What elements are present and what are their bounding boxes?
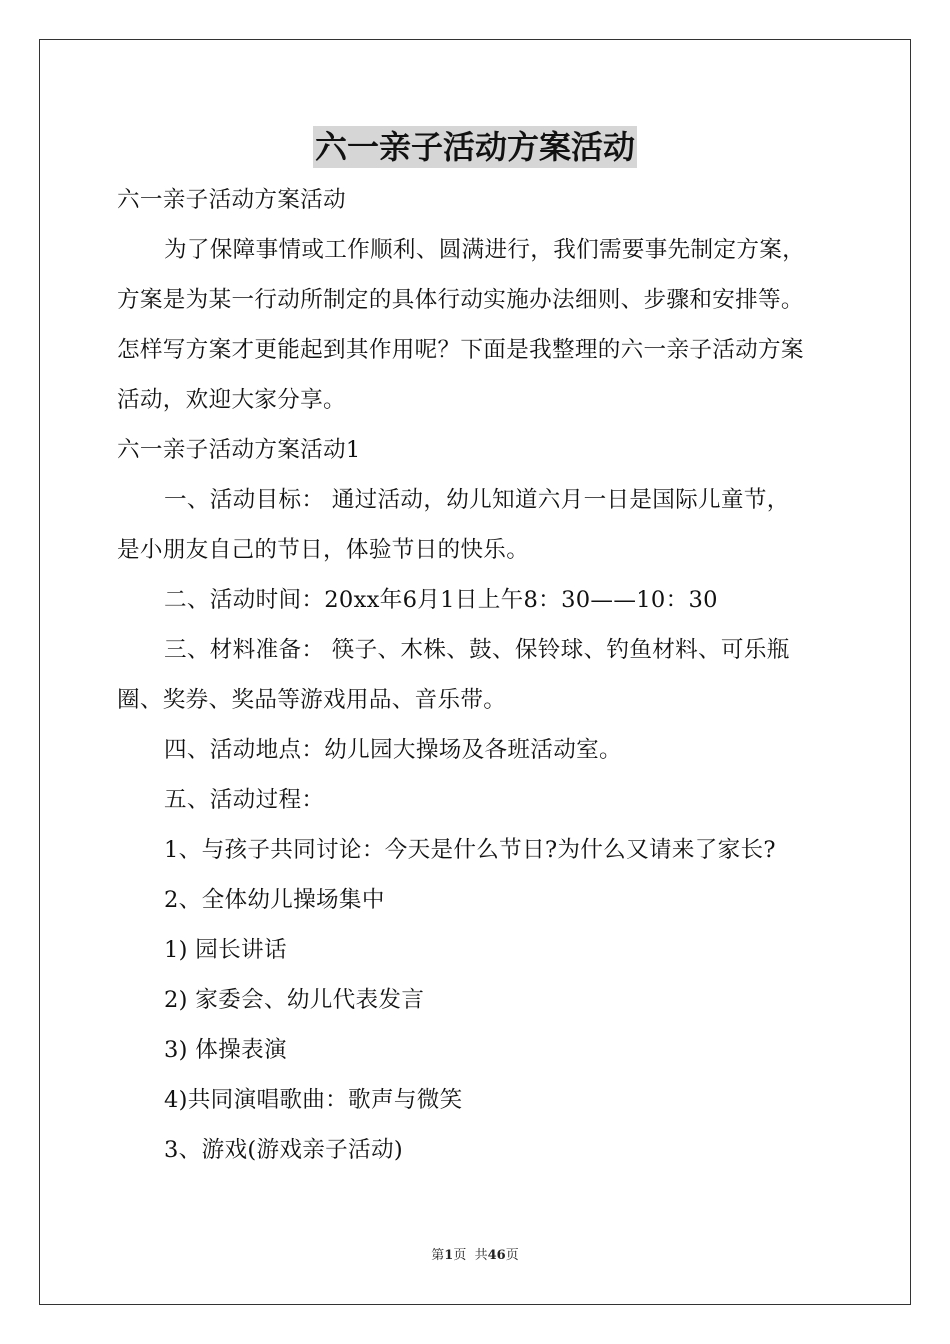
document-title: 六一亲子活动方案活动 bbox=[314, 128, 635, 166]
footer-suffix: 页 bbox=[505, 1248, 519, 1263]
page-footer bbox=[0, 1244, 950, 1263]
footer-middle: 页 共 bbox=[453, 1248, 488, 1263]
paragraph-line: 方案是为某一行动所制定的具体行动实施办法细则、步骤和安排等。 bbox=[117, 287, 804, 313]
paragraph-line: 二、活动时间：20xx年6月1日上午8：30——10：30 bbox=[164, 587, 718, 613]
paragraph-line: 四、活动地点：幼儿园大操场及各班活动室。 bbox=[164, 737, 622, 763]
total-page-number: 46 bbox=[487, 1248, 506, 1263]
paragraph-line: 圈、奖券、奖品等游戏用品、音乐带。 bbox=[117, 687, 507, 713]
section-heading: 六一亲子活动方案活动1 bbox=[117, 437, 361, 463]
paragraph-line: 活动，欢迎大家分享。 bbox=[117, 387, 346, 413]
list-item: 1) 园长讲话 bbox=[164, 937, 287, 963]
list-item: 3) 体操表演 bbox=[164, 1037, 287, 1063]
paragraph-line: 为了保障事情或工作顺利、圆满进行，我们需要事先制定方案， bbox=[164, 237, 806, 263]
subtitle-line: 六一亲子活动方案活动 bbox=[117, 187, 346, 213]
document-body bbox=[117, 126, 833, 1175]
paragraph-line: 怎样写方案才更能起到其作用呢？下面是我整理的六一亲子活动方案 bbox=[117, 337, 804, 363]
current-page-number: 1 bbox=[444, 1248, 454, 1263]
title-wrap bbox=[117, 126, 833, 170]
paragraph-line: 一、活动目标： 通过活动，幼儿知道六月一日是国际儿童节， bbox=[164, 487, 790, 513]
paragraph-line: 三、材料准备： 筷子、木株、鼓、保铃球、钓鱼材料、可乐瓶 bbox=[164, 637, 790, 663]
list-item: 2) 家委会、幼儿代表发言 bbox=[164, 987, 425, 1013]
paragraph-line: 是小朋友自己的节日，体验节日的快乐。 bbox=[117, 537, 530, 563]
list-item: 1、与孩子共同讨论：今天是什么节日?为什么又请来了家长? bbox=[164, 837, 776, 863]
list-item: 4)共同演唱歌曲：歌声与微笑 bbox=[164, 1087, 463, 1113]
footer-prefix: 第 bbox=[431, 1248, 445, 1263]
list-item: 3、游戏(游戏亲子活动) bbox=[164, 1137, 403, 1163]
paragraph-line: 五、活动过程： bbox=[164, 787, 325, 813]
list-item: 2、全体幼儿操场集中 bbox=[164, 887, 385, 913]
